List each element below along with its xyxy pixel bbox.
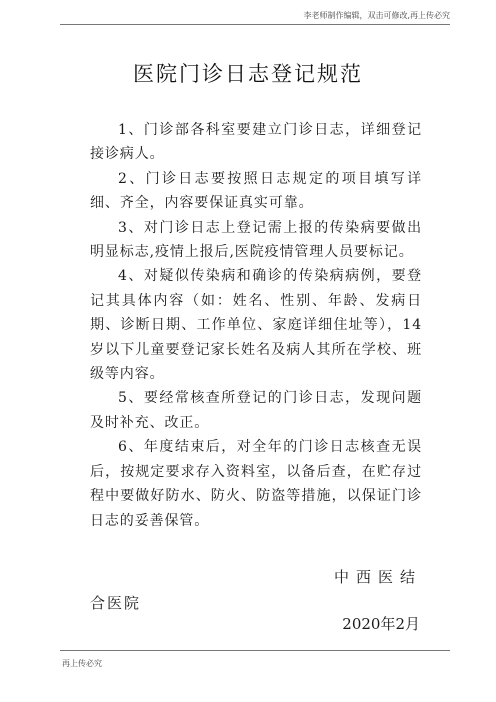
paragraph-5: 5、要经常核查所登记的门诊日志，发现问题及时补充、改正。 [90, 390, 422, 431]
paragraph-2: 2、门诊日志要按照日志规定的项目填写详细、齐全，内容要保证真实可靠。 [90, 170, 422, 212]
header-rule [60, 24, 450, 25]
footer-note: 再上传必究 [62, 659, 102, 668]
paragraph-1: 1、门诊部各科室要建立门诊日志，详细登记接诊病人。 [90, 122, 422, 163]
document-date: 2020年2月 [342, 615, 420, 633]
signature-line-1: 中西医结 [333, 568, 422, 586]
paragraph-3: 3、对门诊日志上登记需上报的传染病要做出明显标志,疫情上报后,医院疫情管理人员要标记。 [90, 219, 422, 261]
header-note: 李老师制作编辑，双击可修改,再上传必究 [303, 11, 450, 20]
document-title: 医院门诊日志登记规范 [133, 62, 363, 86]
document-body [90, 118, 422, 533]
footer-rule [60, 650, 450, 651]
paragraph-6: 6、年度结束后，对全年的门诊日志核查无误后，按规定要求存入资料室，以备后查，在贮存过程中要做好防水、防火、防盗等措施，以保证门诊日志的妥善保管。 [90, 439, 422, 529]
paragraph-4: 4、对疑似传染病和确诊的传染病病例，要登记其具体内容（如：姓名、性别、年龄、发病日期、诊断日期、工作单位、家庭详细住址等），14岁以下儿童要登记家长姓名及病人其所在学校、班级等内容。 [90, 268, 422, 383]
signature-line-2: 合医院 [90, 594, 142, 612]
